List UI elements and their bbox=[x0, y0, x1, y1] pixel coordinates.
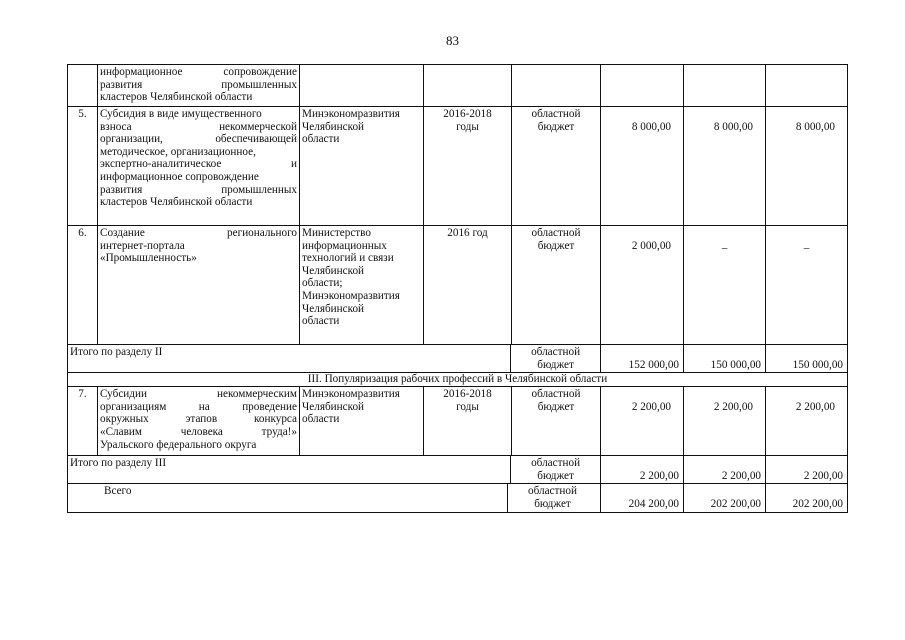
executor-line: Министерство bbox=[302, 227, 371, 239]
cell-amount-2016: 2 200,00 bbox=[601, 456, 684, 484]
total-label: Итого по разделу II bbox=[70, 346, 163, 358]
cell-executor bbox=[300, 65, 424, 107]
period-line: 2016-2018 bbox=[443, 108, 492, 120]
name-line: кластеров Челябинской области bbox=[100, 196, 253, 209]
grand-total-source bbox=[507, 484, 597, 511]
section-3-title: III. Популяризация рабочих профессий в Челябинской области bbox=[68, 373, 848, 387]
executor-line: Челябинской bbox=[302, 120, 365, 133]
name-line: Создание регионального bbox=[100, 227, 297, 239]
cell-amount-2017: 2 200,00 bbox=[684, 456, 766, 484]
executor-line: Минэкономразвития bbox=[302, 289, 400, 302]
cell-name bbox=[98, 387, 300, 456]
cell-num bbox=[68, 65, 98, 107]
program-table-container bbox=[67, 64, 847, 513]
name-line: организациям на проведение bbox=[100, 400, 297, 413]
cell-period bbox=[424, 387, 512, 456]
name-line: кластеров Челябинской области bbox=[100, 91, 253, 104]
name-line: взноса некоммерческой bbox=[100, 120, 297, 133]
executor-line: области bbox=[302, 133, 340, 146]
cell-name bbox=[98, 107, 300, 226]
name-line: «Славим человека труда!» bbox=[100, 425, 297, 438]
cell-amount-2018: 150 000,00 bbox=[766, 345, 848, 373]
cell-amount-2016: 152 000,00 bbox=[601, 345, 684, 373]
program-table bbox=[67, 64, 848, 513]
cell-amount-2017 bbox=[684, 65, 766, 107]
name-line: интернет-портала bbox=[100, 239, 185, 252]
cell-num: 6. bbox=[68, 226, 98, 345]
source-line: бюджет bbox=[537, 469, 574, 482]
total-label-cell bbox=[68, 345, 601, 373]
cell-name bbox=[98, 226, 300, 345]
name-line: информационное сопровождение bbox=[100, 66, 297, 78]
cell-executor bbox=[300, 226, 424, 345]
page-number: 83 bbox=[446, 33, 459, 48]
total-row-section-3 bbox=[68, 456, 848, 484]
cell-period bbox=[424, 107, 512, 226]
cell-amount-2016: 8 000,00 bbox=[601, 107, 684, 226]
grand-total-row bbox=[68, 484, 848, 512]
source-line: областной bbox=[528, 485, 577, 498]
cell-amount-2018: 8 000,00 bbox=[766, 107, 848, 226]
total-label-cell bbox=[68, 456, 601, 484]
source-line: областной bbox=[531, 346, 581, 358]
executor-line: Челябинской bbox=[302, 302, 365, 315]
period-line: 2016-2018 bbox=[443, 388, 492, 401]
cell-amount-2017: 8 000,00 bbox=[684, 107, 766, 226]
cell-amount-2016: 2 200,00 bbox=[601, 387, 684, 456]
name-line: развития промышленных bbox=[100, 78, 297, 91]
total-row-section-2 bbox=[68, 345, 848, 373]
executor-line: области; bbox=[302, 277, 343, 290]
cell-source bbox=[512, 226, 601, 345]
cell-executor bbox=[300, 387, 424, 456]
cell-amount-2017: 202 200,00 bbox=[684, 484, 766, 512]
name-line: окружных этапов конкурса bbox=[100, 413, 297, 426]
name-line: развития промышленных bbox=[100, 183, 297, 196]
table-row bbox=[68, 107, 848, 226]
name-line: экспертно-аналитическое и bbox=[100, 158, 297, 171]
cell-num: 5. bbox=[68, 107, 98, 226]
source-line: бюджет bbox=[537, 358, 574, 371]
cell-amount-2018: – bbox=[766, 226, 848, 345]
cell-amount-2018 bbox=[766, 65, 848, 107]
source-line: областной bbox=[531, 457, 581, 470]
total-source bbox=[510, 345, 600, 372]
cell-amount-2018: 2 200,00 bbox=[766, 387, 848, 456]
source-line: областной bbox=[531, 108, 581, 120]
name-line: Субсидии некоммерческим bbox=[100, 388, 297, 401]
section-title-row bbox=[68, 373, 848, 387]
period-line: годы bbox=[456, 120, 479, 133]
total-label: Итого по разделу III bbox=[70, 457, 167, 470]
cell-amount-2016 bbox=[601, 65, 684, 107]
source-line: бюджет bbox=[537, 400, 575, 413]
cell-period bbox=[424, 65, 512, 107]
cell-executor bbox=[300, 107, 424, 226]
cell-amount-2017: 150 000,00 bbox=[684, 345, 766, 373]
source-line: бюджет bbox=[534, 497, 571, 510]
name-line: «Промышленность» bbox=[100, 252, 197, 265]
executor-line: Минэкономразвития bbox=[302, 108, 400, 120]
cell-amount-2017: – bbox=[684, 226, 766, 345]
source-line: областной bbox=[531, 388, 581, 401]
cell-name bbox=[98, 65, 300, 107]
cell-source bbox=[512, 65, 601, 107]
executor-line: Челябинской bbox=[302, 400, 365, 413]
executor-line: Челябинской bbox=[302, 264, 365, 277]
cell-num: 7. bbox=[68, 387, 98, 456]
executor-line: Минэкономразвития bbox=[302, 388, 400, 401]
cell-amount-2016: 204 200,00 bbox=[601, 484, 684, 512]
table-row bbox=[68, 387, 848, 456]
cell-source bbox=[512, 387, 601, 456]
source-line: областной bbox=[531, 227, 581, 239]
cell-amount-2017: 2 200,00 bbox=[684, 387, 766, 456]
name-line: организации, обеспечивающей bbox=[100, 133, 297, 146]
continuation-row bbox=[68, 65, 848, 107]
name-line: Субсидия в виде имущественного bbox=[100, 108, 262, 120]
total-source bbox=[510, 456, 600, 483]
cell-amount-2018: 2 200,00 bbox=[766, 456, 848, 484]
executor-line: технологий и связи bbox=[302, 252, 394, 265]
cell-period bbox=[424, 226, 512, 345]
name-line: методическое, организационное, bbox=[100, 145, 256, 158]
executor-line: информационных bbox=[302, 239, 387, 252]
name-line: информационное сопровождение bbox=[100, 170, 259, 183]
grand-total-label: Всего bbox=[104, 485, 132, 498]
executor-line: области bbox=[302, 413, 340, 426]
source-line: бюджет bbox=[537, 120, 575, 133]
table-row bbox=[68, 226, 848, 345]
cell-amount-2016: 2 000,00 bbox=[601, 226, 684, 345]
period-line: годы bbox=[456, 400, 479, 413]
name-line: Уральского федерального округа bbox=[100, 438, 257, 451]
cell-amount-2018: 202 200,00 bbox=[766, 484, 848, 512]
executor-line: области bbox=[302, 315, 340, 328]
cell-source bbox=[512, 107, 601, 226]
grand-total-label-cell bbox=[68, 484, 601, 512]
period-line: 2016 год bbox=[447, 227, 488, 239]
source-line: бюджет bbox=[537, 239, 575, 252]
